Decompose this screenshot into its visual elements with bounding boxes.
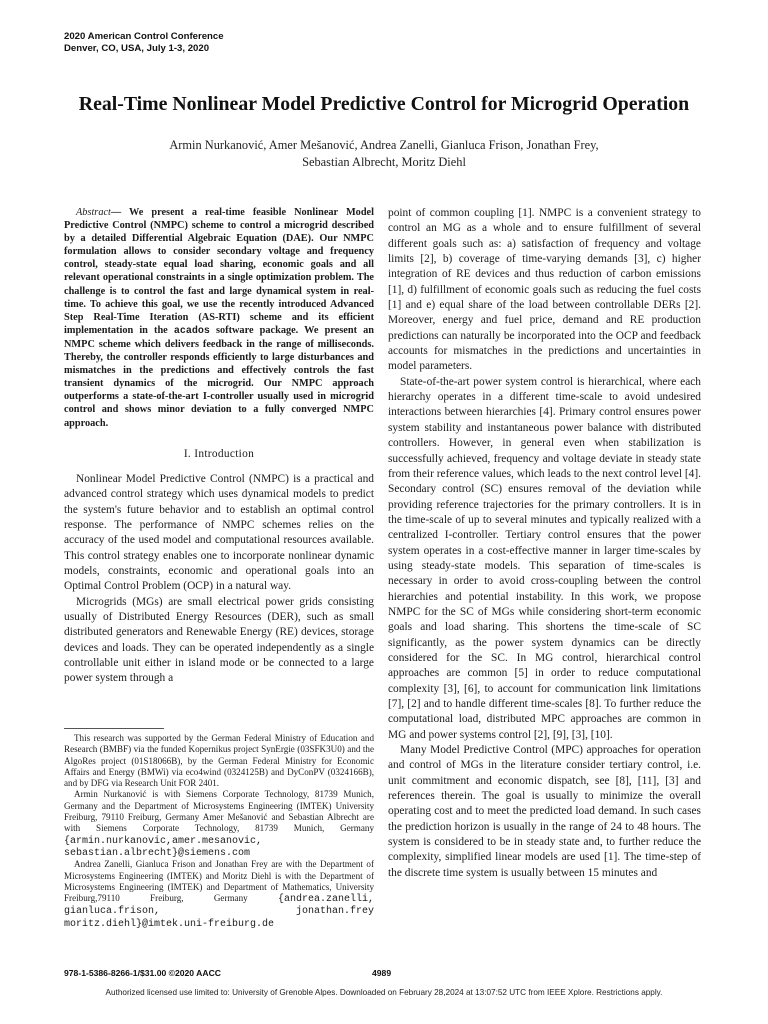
conference-header bbox=[64, 31, 224, 55]
paper-title: Real-Time Nonlinear Model Predictive Control for Microgrid Operation bbox=[78, 93, 690, 115]
footnotes bbox=[64, 728, 374, 930]
license-notice: Authorized licensed use limited to: University of Grenoble Alpes. Downloaded on February 28,2024 at 13:07:52 UTC from IEEE Xplore. Restrictions apply. bbox=[105, 988, 663, 997]
footnote-affiliation-1 bbox=[64, 789, 374, 859]
abstract-text-1: — We present a real-time feasible Nonlinear Model Predictive Control (NMPC) scheme to control a microgrid described by a detailed Differential Algebraic Equation (DAE). Our NMPC formulation allows to consider secondary voltage and frequency control, steady-state equal load sharing, economic goals and all relevant operational constraints in a single optimization problem. The challenge is to control the fast and large dynamical system in real-time. To achieve this goal, we use the recently introduced Advanced Step Real-Time Iteration (AS-RTI) scheme and its efficient implementation in the bbox=[64, 207, 374, 336]
intro-paragraph-1: Nonlinear Model Predictive Control (NMPC) is a practical and advanced control strategy which uses dynamical models to predict the system's future behavior and to establish an optimal control response. The performance of NMPC schemes relies on the accuracy of the used model and computational resources available. This control strategy enables one to incorporate nonlinear dynamic models, constraints, economic and operational goals into an Optimal Control Problem (OCP) in a natural way. bbox=[64, 472, 374, 593]
abstract bbox=[64, 206, 374, 430]
authors-line-2: Sebastian Albrecht, Moritz Diehl bbox=[302, 155, 466, 169]
footnote-rule bbox=[64, 728, 164, 729]
left-column bbox=[64, 206, 374, 687]
footnote-email-siemens: {armin.nurkanovic,amer.mesanovic, sebastian.albrecht}@siemens.com bbox=[64, 835, 263, 859]
conference-location: Denver, CO, USA, July 1-3, 2020 bbox=[64, 43, 210, 54]
right-paragraph-continued: point of common coupling [1]. NMPC is a convenient strategy to control an MG as a whole and to ensure fulfillment of several different goals such as: a) satisfaction of frequency and voltage limits [2], b) coverage of time-varying demands [3], c) higher integration of RE devices and thus reduction of carbon emissions [1], d) fulfillment of economic goals such as reducing the fuel costs [1] and e) equal share of the load between controllable DERs [2]. Moreover, energy and fuel price, demand and RE production predictions can naturally be incorporated into the OCP and feedback accounts for mismatches in the predictions and uncertainties in model parameters. bbox=[388, 207, 701, 373]
footnote-email-imtek: {andrea.zanelli, gianluca.frison, jonathan.frey moritz.diehl}@imtek.uni-freiburg.de bbox=[64, 894, 374, 930]
right-paragraph-3: Many Model Predictive Control (MPC) approaches for operation and control of MGs in the literature consider tertiary control, i.e. unit commitment and economic dispatch, see [8], [11], [3] and references therein. The goal is usually to minimize the overall operating cost and to meet the predicted load demand. In such cases the prediction horizon is usually in the range of 24 to 48 hours. The system is considered to be in steady state and, to further reduce the complexity, simplified linear models are used [1]. The time-step of the discrete time system is usually between 15 minutes and bbox=[388, 744, 701, 879]
footnote-funding: This research was supported by the German Federal Ministry of Education and Research (BMBF) via the funded Kopernikus project SynErgie (03SFK3U0) and the AlgoRes project (01S18066B), by the German Federal Ministry for Economic Affairs and Energy (BMWi) via eco4wind (0324125B) and DyConPV (0324166B), and by DFG via Research Unit FOR 2401. bbox=[64, 733, 374, 789]
right-column bbox=[388, 206, 701, 881]
abstract-label: Abstract bbox=[76, 207, 111, 218]
isbn-copyright: 978-1-5386-8266-1/$31.00 ©2020 AACC bbox=[64, 968, 221, 978]
right-paragraph-2: State-of-the-art power system control is hierarchical, where each hierarchy operates in a different time-scale to avoid undesired interactions between hierarchies [4]. Primary control ensures power system stability and instantaneous power balance with distributed controllers. However, in general even when stabilization is successfully achieved, frequency and voltage deviate in steady state from their reference values, which leads to the next control level [4]. Secondary control (SC) ensures removal of the deviation while providing reference trajectories for the primary controllers. It is in the time-scale of up to several minutes and typically realized with a centralized I-controller. Tertiary control ensures that the power system operates in a cost-effective manner in larger time-scales by using steady-state models. This separation of time-scales is necessary in order to avoid cross-coupling between the control hierarchies and potential instability. In this work, we propose NMPC for the SC of MGs while considering short-term economic goals and load sharing. This shortens the time-scale of SC significantly, as the power system dynamics can be directly considered for the SC. In MG control, hierarchical control approaches are common [5] in order to reduce computational complexity [3], [6], to account for communication link limitations [7], [2] and to handle different time-scales [8]. To further reduce the computational load, distributed MPC approaches are common in MG and power systems control [2], [9], [3], [10]. bbox=[388, 375, 701, 741]
footnote-affiliation-1-text: Armin Nurkanović is with Siemens Corporate Technology, 81739 Munich, Germany and the Department of Microsystems Engineering (IMTEK) University Freiburg, 79110 Freiburg, Germany Amer Mešanović and Sebastian Albrecht are with Siemens Corporate Technology, 81739 Munich, Germany bbox=[64, 789, 374, 834]
footnote-affiliation-2-text: Andrea Zanelli, Gianluca Frison and Jonathan Frey are with the Department of Microsystems Engineering (IMTEK) and Moritz Diehl is with the Department of Microsystems Engineering (IMTEK) and Department of Mathematics, University Freiburg,79110 Freiburg, Germany bbox=[64, 859, 374, 904]
acados-software-name: acados bbox=[173, 325, 210, 337]
intro-paragraph-2: Microgrids (MGs) are small electrical power grids consisting usually of Distributed Energy Resources (DER), such as small distributed generators and Renewable Energy (RE) devices, storage devices and loads. They can be operated independently as a single controllable unit either in island mode or be connected to a large power system through a bbox=[64, 595, 374, 685]
section-heading-introduction: I. Introduction bbox=[183, 447, 255, 460]
authors-line-1: Armin Nurkanović, Amer Mešanović, Andrea Zanelli, Gianluca Frison, Jonathan Frey, bbox=[169, 138, 599, 152]
abstract-text-2: software package. We present an NMPC scheme which delivers feedback in the range of milliseconds. Thereby, the controller responds efficiently to large disturbances and mismatches in the predictions and effectively controls the fast transient dynamics of the microgrid. Our NMPC approach outperforms a state-of-the-art I-controller usually used in microgrid control and shows minor deviation to a fully converged NMPC approach. bbox=[64, 324, 374, 429]
conference-name: 2020 American Control Conference bbox=[64, 31, 224, 42]
footnote-affiliation-2 bbox=[64, 859, 374, 930]
author-list bbox=[60, 137, 708, 171]
page-number: 4989 bbox=[372, 968, 392, 978]
